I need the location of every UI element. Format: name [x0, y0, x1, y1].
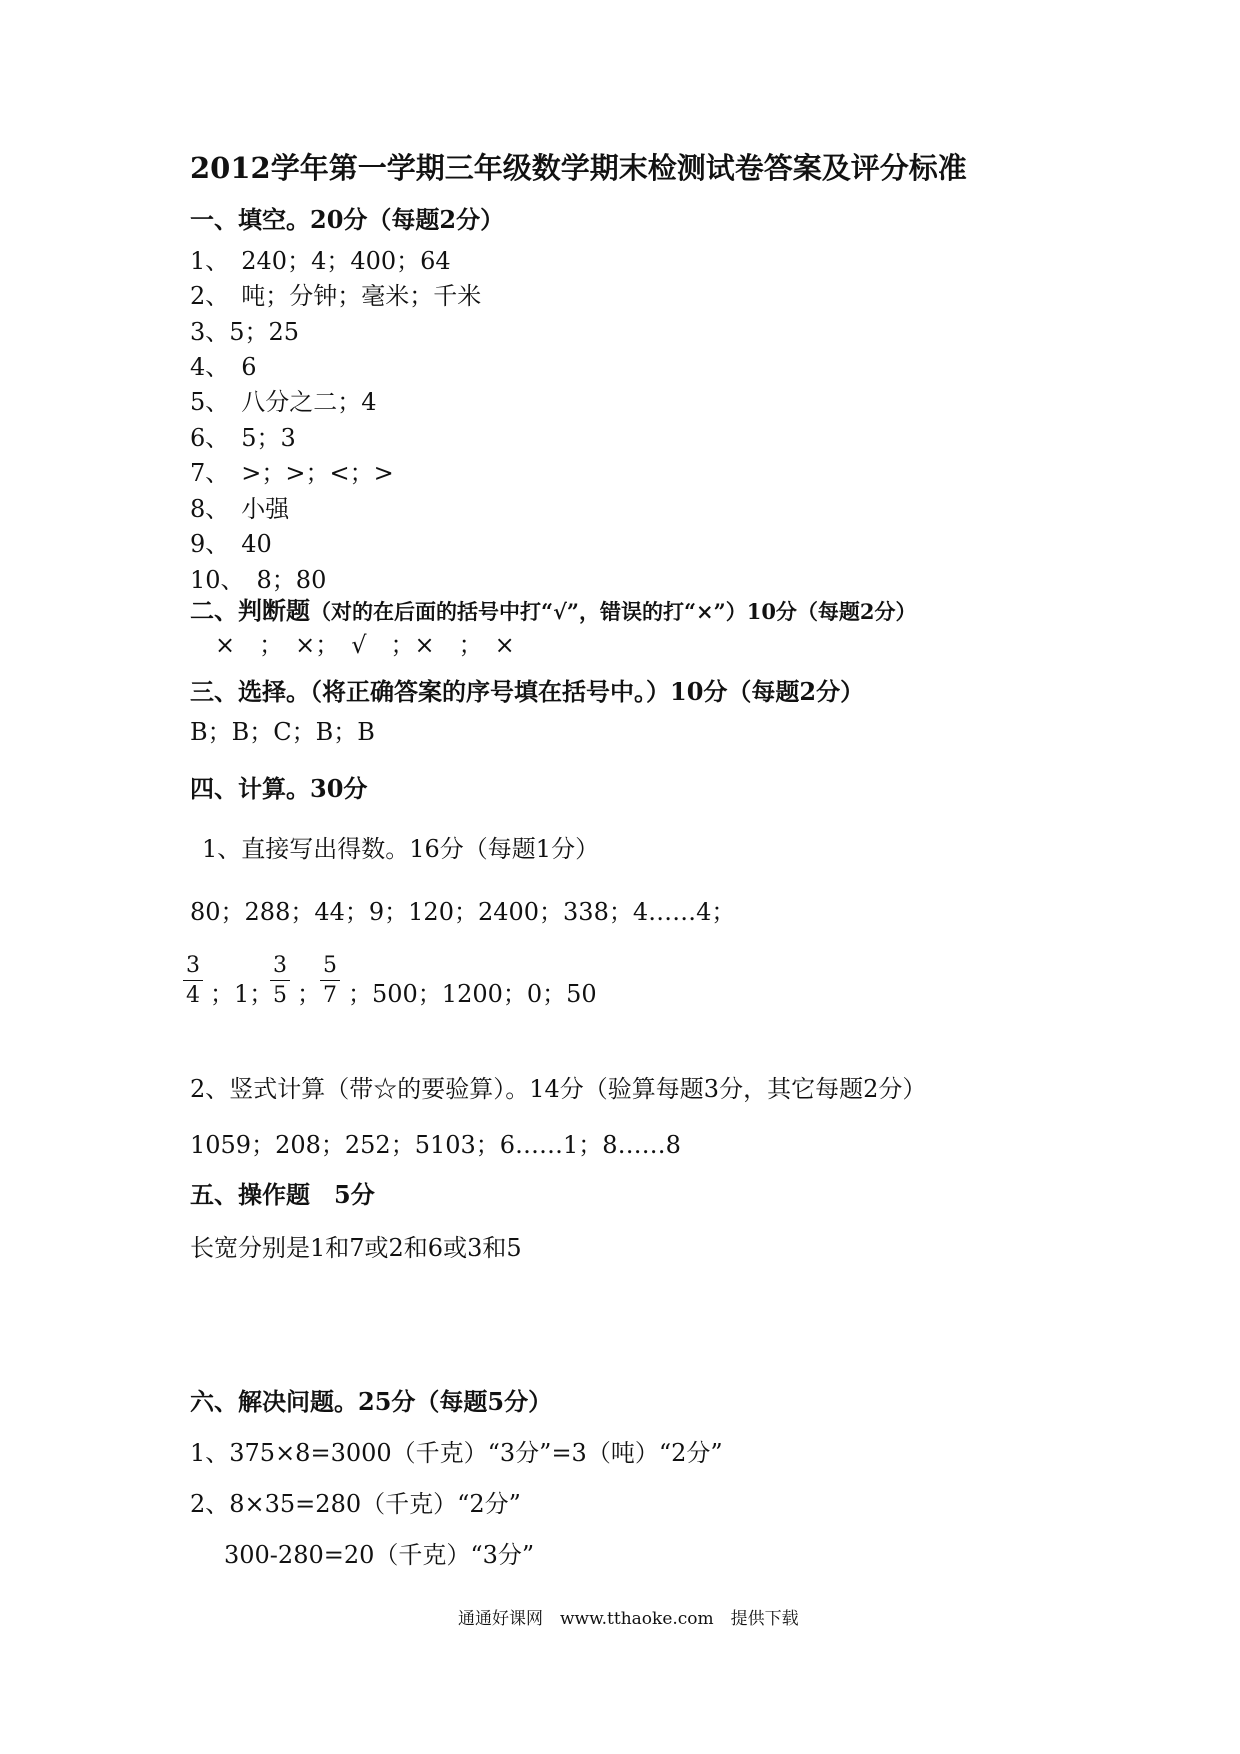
s6-answer-1: 1、375×8=3000（千克）“3分”=3（吨）“2分” [190, 1439, 723, 1467]
s1-answer-9: 9、 40 [190, 530, 272, 558]
s4-sub2-heading: 2、竖式计算（带☆的要验算）。14分（验算每题3分，其它每题2分） [190, 1075, 927, 1103]
page-title: 2012学年第一学期三年级数学期末检测试卷答案及评分标准 [190, 151, 967, 185]
section-2-heading [190, 596, 917, 625]
s4-row2-sep-1: ；1； [210, 980, 274, 1008]
section-2-heading-detail: （对的在后面的括号中打“√”，错误的打“×”）10分（每题2分） [310, 599, 917, 624]
s6-answer-2: 2、8×35=280（千克）“2分” [190, 1490, 521, 1518]
s1-answer-3: 3、5；25 [190, 318, 300, 346]
fraction-3-5: 3 5 [270, 955, 290, 1007]
section-3-heading: 三、选择。（将正确答案的序号填在括号中。）10分（每题2分） [190, 677, 865, 706]
s6-answer-2-step: 300-280=20（千克）“3分” [224, 1541, 535, 1569]
s1-answer-1: 1、 240；4；400；64 [190, 247, 451, 275]
s1-answer-6: 6、 5；3 [190, 424, 296, 452]
fraction-3-4: 3 4 [183, 955, 203, 1007]
section-4-heading: 四、计算。30分 [190, 774, 368, 803]
s4-row3-answers: 1059；208；252；5103；6……1；8……8 [190, 1131, 681, 1159]
s1-answer-7: 7、 >；>；<；> [190, 459, 394, 487]
footer-credit: 通通好课网 www.tthaoke.com 提供下载 [458, 1609, 799, 1629]
s4-row2-sep-2: ； [297, 980, 321, 1008]
section-6-heading: 六、解决问题。25分（每题5分） [190, 1387, 553, 1416]
s1-answer-4: 4、 6 [190, 353, 257, 381]
fraction-5-7: 5 7 [320, 955, 340, 1007]
s1-answer-10: 10、 8；80 [190, 566, 327, 594]
s1-answer-5: 5、 八分之二；4 [190, 388, 377, 416]
section-5-heading: 五、操作题 5分 [190, 1180, 375, 1209]
section-1-heading: 一、填空。20分（每题2分） [190, 205, 505, 234]
s3-answers: B；B；C；B；B [190, 718, 375, 746]
section-2-heading-bold: 二、判断题 [190, 596, 310, 625]
s4-sub1-heading: 1、直接写出得数。16分（每题1分） [202, 835, 600, 863]
s1-answer-2: 2、 吨；分钟；毫米；千米 [190, 282, 482, 310]
s1-answer-8: 8、 小强 [190, 495, 290, 523]
s4-row2-rest: ；500；1200；0；50 [348, 980, 597, 1008]
s2-answers: × ； ×； √ ；× ； × [215, 631, 515, 659]
s4-row1-answers: 80；288；44；9；120；2400；338；4……4； [190, 898, 736, 926]
s5-answer: 长宽分别是1和7或2和6或3和5 [190, 1234, 522, 1262]
